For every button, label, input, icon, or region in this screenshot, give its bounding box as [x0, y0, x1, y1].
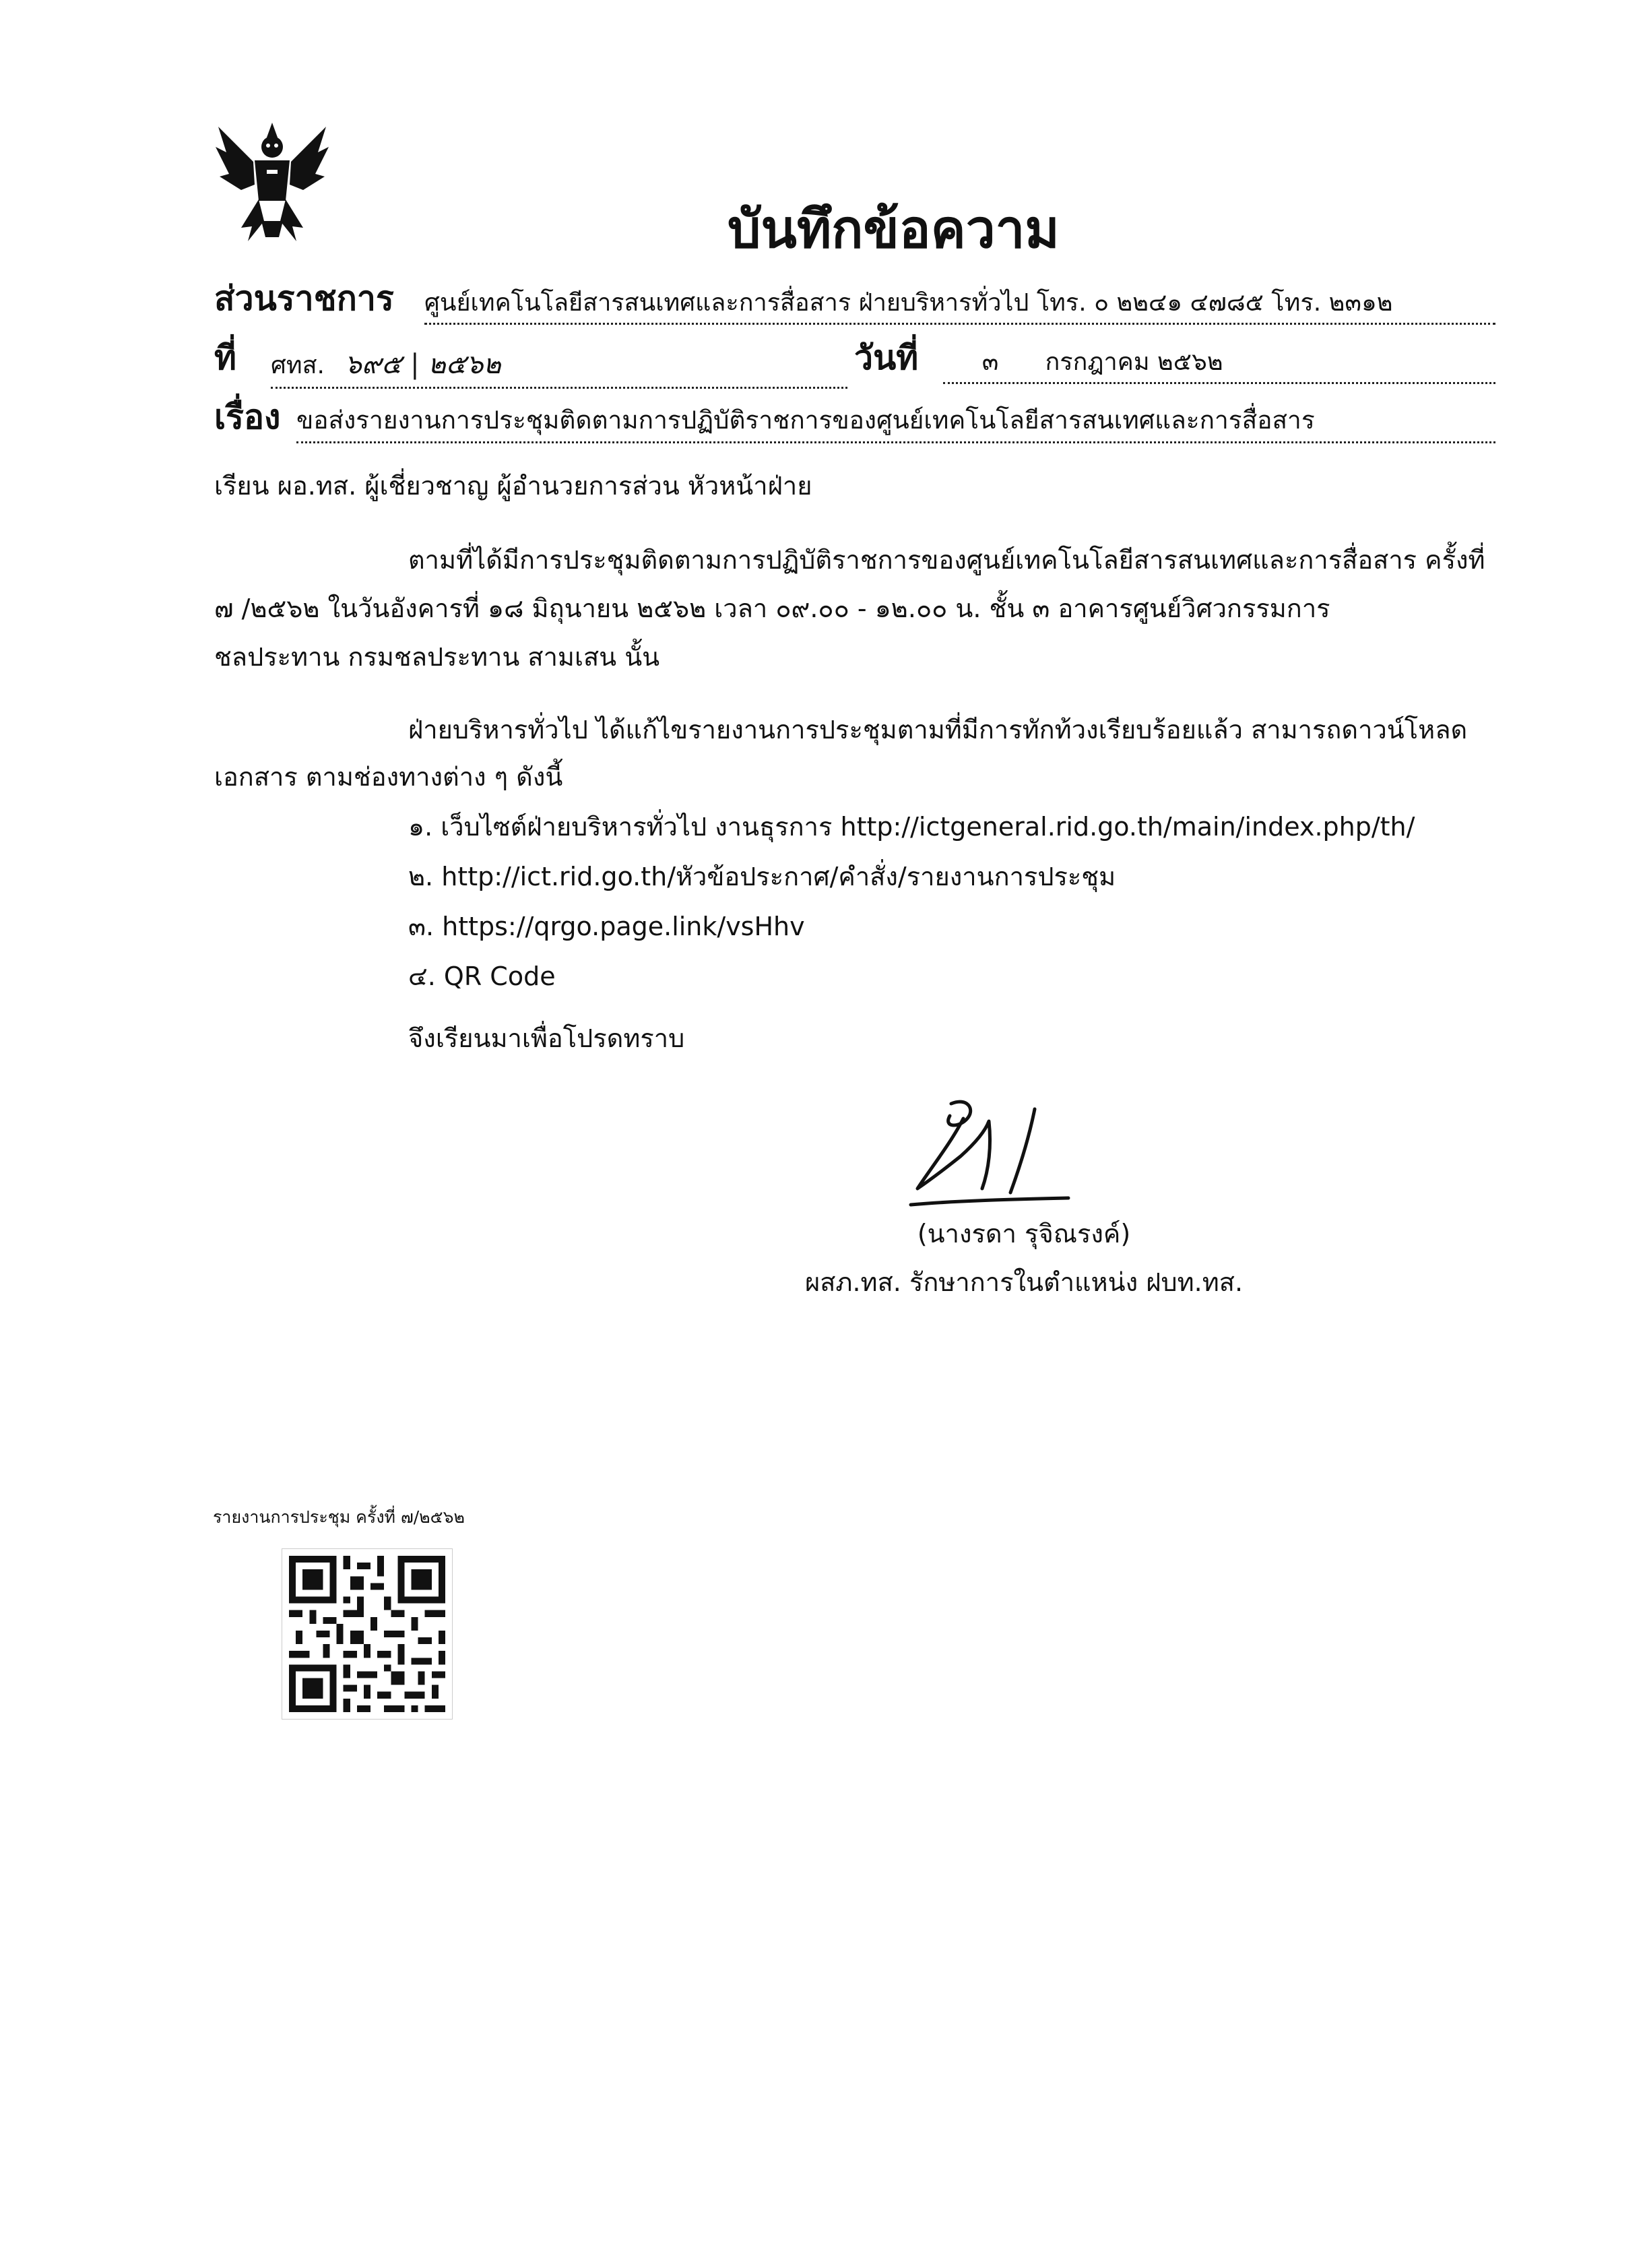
signatory-position: ผสภ.ทส. รักษาการในตำแหน่ง ฝบท.ทส.	[804, 1267, 1244, 1297]
agency-value: ศูนย์เทคโนโลยีสารสนเทศและการสื่อสาร ฝ่ายบริหารทั่วไป โทร. ๐ ๒๒๔๑ ๔๗๘๕ โทร. ๒๓๑๒	[424, 283, 1495, 325]
closing-line: จึงเรียนมาเพื่อโปรดทราบ	[408, 1023, 685, 1053]
ref-value: ศทส.	[271, 352, 325, 379]
agency-label: ส่วนราชการ	[214, 279, 394, 318]
date-label: วันที่	[854, 338, 919, 377]
ref-field	[271, 342, 847, 389]
paragraph-1-line-3: ชลประทาน กรมชลประทาน สามเสน นั้น	[214, 642, 660, 672]
handwritten-signature	[903, 1092, 1078, 1213]
paragraph-1-line-2: ๗ /๒๕๖๒ ในวันอังคารที่ ๑๘ มิถุนายน ๒๕๖๒ เวลา ๐๙.๐๐ - ๑๒.๐๐ น. ชั้น ๓ อาคารศูนย์วิศวกรรมการ	[214, 594, 1330, 623]
paragraph-2-line-1: ฝ่ายบริหารทั่วไป ได้แก้ไขรายงานการประชุมตามที่มีการทักท้วงเรียบร้อยแล้ว สามารถดาวน์โหลด	[408, 715, 1468, 745]
paragraph-1-line-1: ตามที่ได้มีการประชุมติดตามการปฏิบัติราชการของศูนย์เทคโนโลยีสารสนเทศและการสื่อสาร ครั้งที่	[408, 545, 1485, 575]
ref-label: ที่	[214, 338, 236, 377]
paragraph-2-line-2: เอกสาร ตามช่องทางต่าง ๆ ดังนี้	[214, 762, 563, 792]
list-item: ๑. เว็บไซต์ฝ่ายบริหารทั่วไป งานธุรการ http://ictgeneral.rid.go.th/main/index.php/th/	[408, 812, 1415, 842]
date-field	[943, 342, 1495, 384]
list-item: ๔. QR Code	[408, 962, 556, 991]
list-item: ๒. http://ict.rid.go.th/หัวข้อประกาศ/คำสั่ง/รายงานการประชุม	[408, 862, 1116, 891]
signatory-name: (นางรดา รุจิณรงค์)	[917, 1219, 1131, 1249]
subject-value: ขอส่งรายงานการประชุมติดตามการปฏิบัติราชการของศูนย์เทคโนโลยีสารสนเทศและการสื่อสาร	[296, 400, 1495, 443]
list-item: ๓. https://qrgo.page.link/vsHhv	[408, 912, 805, 941]
subject-label: เรื่อง	[214, 398, 281, 437]
date-month-year: กรกฎาคม ๒๕๖๒	[1045, 348, 1223, 376]
to-line: เรียน ผอ.ทส. ผู้เชี่ยวชาญ ผู้อำนวยการส่วน หัวหน้าฝ่าย	[214, 471, 812, 501]
qr-caption: รายงานการประชุม ครั้งที่ ๗/๒๕๖๒	[213, 1507, 465, 1527]
garuda-emblem	[214, 120, 330, 248]
qr-code[interactable]	[282, 1548, 453, 1720]
ref-handwritten: ๖๙๕ | ๒๕๖๒	[344, 349, 501, 380]
memo-title: บันทึกข้อความ	[728, 199, 1060, 260]
date-day: ๓	[981, 348, 999, 376]
